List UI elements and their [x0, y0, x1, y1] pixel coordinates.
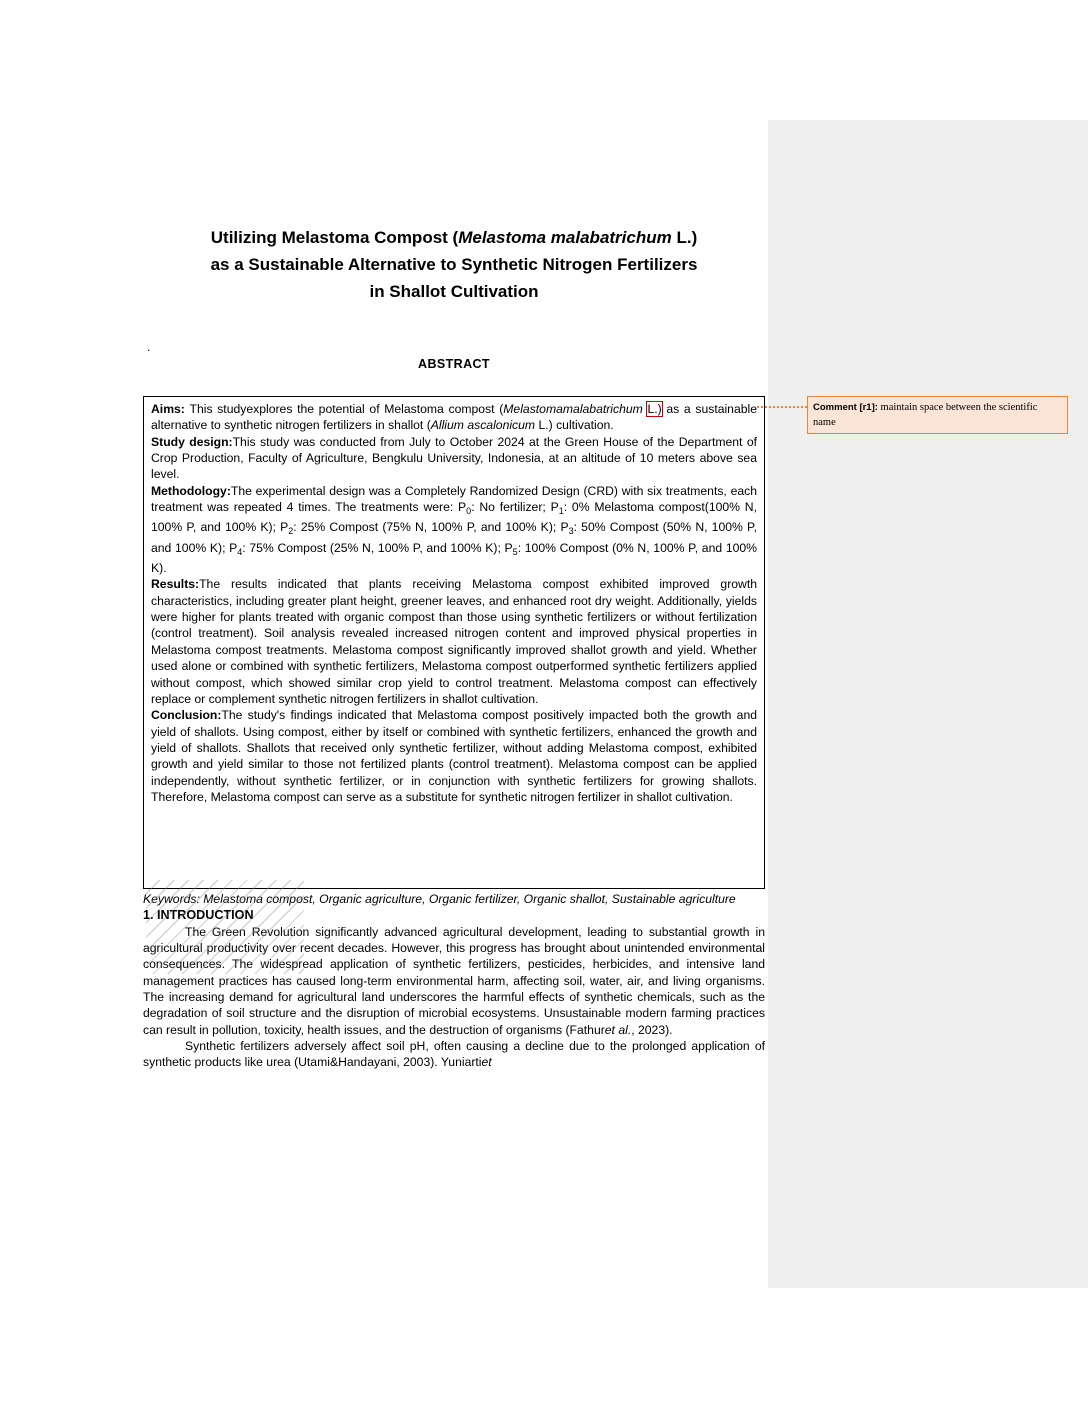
abstract-conclusion-paragraph: Conclusion:The study's findings indicated that Melastoma compost positively impacted both the growth and yield of shallots. Using compost, either by itself or combined with synthetic fertilizers, enhanced the growth and yield of shallots. Shallots that received only synthetic fertilizer, without adding Melastoma compost, exhibited growth and yield similar to those not fertilized plants (control treatment). Melastoma compost can be applied independently, without synthetic fertilizer, or in conjunction with synthetic fertilizers for growing shallots. Therefore, Melastoma compost can serve as a substitute for synthetic nitrogen fertilizer in shallot cultivation.	[151, 708, 757, 804]
abstract-heading: ABSTRACT	[418, 357, 490, 371]
review-comment-balloon[interactable]	[807, 396, 1068, 434]
markup-margin	[768, 120, 1088, 1288]
abstract-methodology-paragraph: Methodology:The experimental design was a Completely Randomized Design (CRD) with six treatments, each treatment was repeated 4 times. The treatments were: $P_0$: No fertilizer; $P_1$: 0% Melastoma compost(100% N, 100% P, and 100% K); $P_2$: 25% Compost (75% N, 100% P, and 100% K); $P_3$: 50% Compost (50% N, 100% P, and 100% K); $P_4$: 75% Compost (25% N, 100% P, and 100% K); $P_5$: 100% Compost (0% N, 100% P, and 100% K).	[151, 483, 757, 576]
abstract-box	[143, 396, 765, 889]
review-comment-text: maintain space between the scientific name	[813, 402, 1038, 428]
paper-title-line-2: as a Sustainable Alternative to Synthetic Nitrogen Fertilizers	[210, 255, 698, 274]
keywords-line: Keywords: Melastoma compost, Organic agriculture, Organic fertilizer, Organic shallot, Sustainable agriculture	[143, 892, 736, 906]
comment-connector-line	[757, 406, 807, 408]
abstract-results-paragraph: Results:The results indicated that plants receiving Melastoma compost exhibited improved growth characteristics, including greater plant height, greener leaves, and enhanced root dry weight. Additionally, yields were higher for plants treated with organic compost than those using synthetic fertilizers or without fertilization (control treatment). Soil analysis revealed increased nitrogen content and improved physical properties in Melastoma compost treatments. Melastoma compost significantly improved shallot growth and yield. Whether used alone or combined with synthetic fertilizers, Melastoma compost outperformed synthetic fertilizers applied without compost, which showed similar crop yield to control treatment. Melastoma compost can effectively replace or complement synthetic nitrogen fertilizers in shallot cultivation.	[151, 577, 757, 706]
intro-paragraph-1: The Green Revolution significantly advanced agricultural development, leading to substantial growth in agricultural productivity over recent decades. However, this progress has brought about unintended environmental consequences. The widespread application of synthetic fertilizers, pesticides, herbicides, and intensive land management practices has caused long-term environmental harm, affecting soil, water, air, and living organisms. The increasing demand for agricultural land underscores the harmful effects of synthetic chemicals, such as the degradation of soil structure and the disruption of microbial ecosystems. Unsustainable modern farming practices can result in pollution, toxicity, health issues, and the destruction of organisms (Fathuret al., 2023).	[143, 924, 765, 1037]
paper-title-line-3: in Shallot Cultivation	[369, 282, 539, 301]
section-heading-introduction: 1. INTRODUCTION	[143, 908, 254, 923]
intro-paragraph-2: Synthetic fertilizers adversely affect soil pH, often causing a decline due to the prolonged application of synthetic products like urea (Utami&Handayani, 2003). Yuniartiet	[143, 1039, 765, 1070]
body-text	[143, 891, 765, 1071]
paper-title-line-1: Utilizing Melastoma Compost (Melastoma malabatrichum L.)	[210, 228, 698, 247]
paper-title	[143, 224, 765, 305]
abstract-study-design-paragraph: Study design:This study was conducted from July to October 2024 at the Green House of the Department of Crop Production, Faculty of Agriculture, Bengkulu University, Indonesia, at an altitude of 10 meters above sea level.	[151, 434, 757, 482]
abstract-aims-paragraph: Aims: This studyexplores the potential of Melastoma compost (Melastomamalabatrichum L.) as a sustainable alternative to synthetic nitrogen fertilizers in shallot (Allium ascalonicum L.) cultivation.	[151, 402, 758, 433]
review-comment-label: Comment [r1]:	[813, 402, 878, 413]
stray-period-mark: .	[147, 340, 151, 354]
